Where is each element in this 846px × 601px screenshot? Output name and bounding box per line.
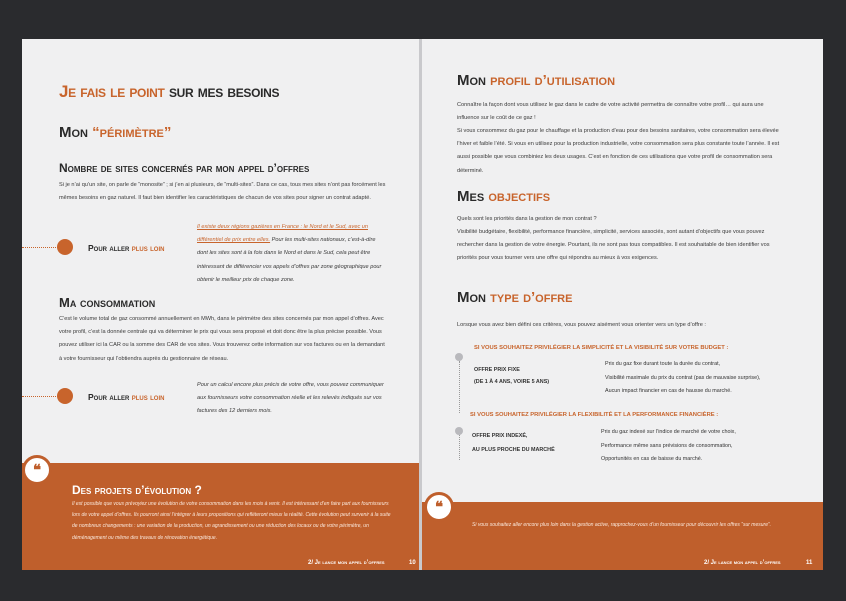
further-heading-1 [88,243,164,253]
further-b: plus loin [131,243,165,253]
footer-text-right: 2/ Je lance mon appel d’offres [704,560,781,566]
dotted-connector [22,247,62,248]
profil-a: Mon [457,72,486,89]
type-b: type d’offre [490,289,573,306]
regions-link[interactable]: Il existe deux régions gazières en France : le Nord et le Sud, avec un différentiel de prix entre elles. [197,224,369,244]
conso-heading: Ma consommation [59,295,156,310]
custom-offer-text: Si vous souhaitez aller encore plus loin dans la gestion active, rapprochez-vous d’un fournisseur pour découvrir les offres “sur mesure”. [472,522,772,528]
further-heading-2 [88,392,164,402]
footer-text: 2/ Je lance mon appel d’offres [308,560,385,566]
perimetre-b: “périmètre” [92,124,172,141]
further-body-1: Pour les multi-sites nationaux, c’est-à-dire dont les sites sont à la fois dans le Nord et dans le Sud, cela peut être intéressant de différencier vos appels d’offres par zone géographique pour obtenir le meilleur prix de chaque zone. [197,237,382,283]
option1-item: Visibilité maximale du prix du contrat (pas de mauvaise surprise), [605,375,761,381]
option1-item: Prix du gaz fixe durant toute la durée du contrat, [605,361,721,367]
profil-text-2: Si vous consommez du gaz pour le chauffage et la production d’eau pour des besoins sanitaires, votre consommation sera élevée l’hiver et faible l’été. Si vous en utilisez pour la production industrielle, votre consommation sera plus constante toute l’année. Il est aussi possible que vous combiniez les deux usages. C’est en fonction de ces utilisations que votre profil de consommation sera déterminé. [457,128,780,174]
option1-title: SI VOUS SOUHAITEZ PRIVILÉGIER LA SIMPLICITÉ ET LA VISIBILITÉ SUR VOTRE BUDGET : [474,345,729,351]
evolution-heading: Des projets d’évolution ? [72,483,202,497]
quote-icon: ❝ [22,455,52,485]
page-number: 10 [409,560,416,566]
obj-a: Mes [457,188,485,205]
right-page [422,39,823,570]
type-heading [457,289,572,306]
brochure-spread [22,39,823,570]
objectifs-heading [457,188,550,205]
dotted-connector-2 [22,396,62,397]
sites-text: Si je n’ai qu’un site, on parle de “monosite” ; si j’en ai plusieurs, de “multi-sites”. Dans ce cas, tous mes sites n’ont pas forcément les mêmes besoins en gaz naturel. Il faut bien identifier les caractéristiques de chacun de vos sites pour signer un contrat adapté. [59,182,386,202]
dot-marker-2 [57,388,73,404]
further-text-2: Pour un calcul encore plus précis de votre offre, vous pouvez communiquer aux fournisseurs votre consommation réelle et les relevés indiqués sur vos factures des 12 derniers mois. [197,382,384,415]
perimetre-heading [59,124,171,141]
type-text: Lorsque vous avez bien défini ces critères, vous pouvez aisément vous orienter vers un type d’offre : [457,322,706,328]
option2-market: AU PLUS PROCHE DU MARCHÉ [472,447,555,453]
quote-icon-2: ❝ [424,492,454,522]
option2-line [459,435,460,460]
option2-dot [455,427,463,435]
further-a-2: Pour aller [88,392,130,402]
option2-item: Opportunités en cas de baisse du marché. [601,456,703,462]
title-rest: sur mes besoins [168,82,280,101]
option1-duration: (DE 1 À 4 ANS, VOIRE 5 ANS) [474,379,550,385]
obj-b: objectifs [488,188,551,205]
sites-heading: Nombre de sites concernés par mon appel d’offres [59,161,310,175]
option1-line [459,361,460,413]
option2-item: Performance même sans prévisions de consommation, [601,443,733,449]
perimetre-a: Mon [59,124,88,141]
option1-name: OFFRE PRIX FIXE [474,367,520,373]
conso-text: C’est le volume total de gaz consommé annuellement en MWh, dans le périmètre des sites concernés par mon appel d’offres. Avec votre profil, c’est la donnée centrale qui va déterminer le prix qui vous sera proposé et doit donc être la plus précise possible. Vous pouvez utiliser ici la CAR ou la somme des CAR de vos sites. Vous trouverez cette information sur vos factures ou en la demandant à votre fournisseur qui l’obtiendra auprès du gestionnaire de réseau. [59,316,385,362]
option1-dot [455,353,463,361]
dot-marker [57,239,73,255]
page-title [59,82,279,102]
option2-title: SI VOUS SOUHAITEZ PRIVILÉGIER LA FLEXIBILITÉ ET LA PERFORMANCE FINANCIÈRE : [470,412,719,418]
type-a: Mon [457,289,486,306]
objectifs-text: Visibilité budgétaire, flexibilité, performance financière, simplicité, services associés, sont autant d’objectifs que vous pouvez rechercher dans la gestion de votre énergie. Pourtant, ils ne sont pas tous compatibles. Il est souhaitable de bien identifier vos priorités pour vous tourner vers une offre qui répondra au mieux à vos exigences. [457,229,770,262]
profil-b: profil d’utilisation [490,72,616,89]
page-number-right: 11 [806,560,813,566]
further-a: Pour aller [88,243,130,253]
left-page [22,39,419,570]
evolution-text: Il est possible que vous prévoyiez une évolution de votre consommation dans les mois à venir. Il est intéressant d’en faire part aux fournisseurs lors de votre appel d’offres. Ils pourront ainsi l’intégrer à leurs propositions qui refléteront mieux la réalité. Cette évolution peut survenir à la suite de nombreux changements : une variation de la production, un agrandissement ou une réduction des locaux ou de votre périmètre, un déménagement ou même des travaux de rénovation énergétique. [72,501,391,541]
further-b-2: plus loin [131,392,165,402]
profil-text-1: Connaître la façon dont vous utilisez le gaz dans le cadre de votre activité permettra de connaître votre profil… qui aura une influence sur le coût de ce gaz ! [457,102,764,122]
option2-name: OFFRE PRIX INDEXÉ, [472,433,528,439]
option1-item: Aucun impact financier en cas de hausse du marché. [605,388,732,394]
further-text-1 [197,221,387,287]
profil-heading [457,72,615,89]
option2-item: Prix du gaz indexé sur l’indice de marché de votre choix, [601,429,736,435]
title-accent: Je fais le point [59,82,165,101]
objectifs-question: Quels sont les priorités dans la gestion de mon contrat ? [457,216,597,222]
